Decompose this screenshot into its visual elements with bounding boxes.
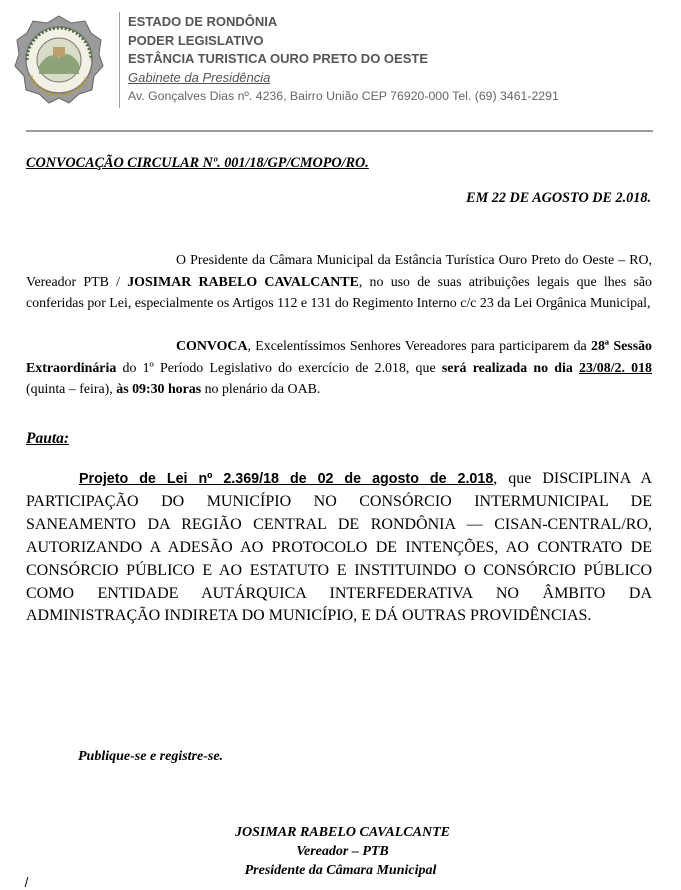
header-branch: PODER LEGISLATIVO [128,32,264,48]
agenda-label: Pauta: [26,430,70,447]
header-address: Av. Gonçalves Dias nº. 4236, Bairro União CEP 76920-000 Tel. (69) 3461-2291 [128,89,559,104]
municipal-seal-logo [13,14,105,106]
intro-name: JOSIMAR RABELO CAVALCANTE [127,274,359,290]
session-date: 23/08/2. 018 [579,360,652,376]
letterhead [128,13,559,106]
paragraph-convoca [26,336,652,401]
convoca-text-a: , Excelentíssimos Senhores Vereadores para participarem da [247,339,592,354]
header-state: ESTADO DE RONDÔNIA [128,14,278,29]
paragraph-agenda [26,468,652,628]
convoca-realizada: será realizada no dia [441,360,580,376]
header-divider [119,12,120,108]
session-name: 28ª Sessão Extraordinária [26,339,652,376]
document-date: EM 22 DE AGOSTO DE 2.018. [466,190,651,206]
header-municipality: ESTÂNCIA TURISTICA OURO PRETO DO OESTE [128,51,428,67]
intro-party: , Vereador PTB / [26,253,652,290]
signature-name: JOSIMAR RABELO CAVALCANTE [235,825,450,840]
document-title: CONVOCAÇÃO CIRCULAR Nº. 001/18/GP/CMOPO/RO. [26,155,369,171]
paragraph-intro [26,250,652,315]
intro-legal: , no uso de suas atribuições legais que lhes são conferidas por Lei, especialmente os Artigos 112 e 131 do Regimento Interno c/c 23 da Lei Orgânica Municipal, [26,274,652,311]
bill-reference: Projeto de Lei nº 2.369/18 de 02 de agosto de 2.018 [79,471,494,487]
header-rule [26,130,653,132]
session-location: no plenário da OAB. [201,382,321,397]
convoca-text-b: do 1º Período Legislativo do exercício de 2.018, que [116,360,442,376]
signature-title: Presidente da Câmara Municipal [244,863,437,878]
session-weekday: (quinta – feira), [26,382,117,397]
session-time: às 09:30 horas [116,382,202,397]
signature-role: Vereador – PTB [296,844,389,859]
publish-note: Publique-se e registre-se. [78,749,224,764]
header-office: Gabinete da Presidência [128,69,271,85]
intro-text: O Presidente da Câmara Municipal da Estância Turística Ouro Preto do Oeste – RO [176,253,649,268]
bill-description: , que DISCIPLINA A PARTICIPAÇÃO DO MUNICÍPIO NO CONSÓRCIO INTERMUNICIPAL DE SANEAMENTO DA REGIÃO CENTRAL DE RONDÔNIA — CISAN-CENTRAL/RO, AUTORIZANDO A ADESÃO AO PROTOCOLO DE INTENÇÕES, AO CONTRATO DE CONSÓRCIO PÚBLICO E AO ESTATUTO E INSTITUINDO O CONSÓRCIO PÚBLICO COMO ENTIDADE AUTÁRQUICA INTERFEDERATIVA NO ÂMBITO DA ADMINISTRAÇÃO INDIRETA DO MUNICÍPIO, E DÁ OUTRAS PROVIDÊNCIAS. [26,470,653,625]
convoca-word: CONVOCA [176,339,248,354]
